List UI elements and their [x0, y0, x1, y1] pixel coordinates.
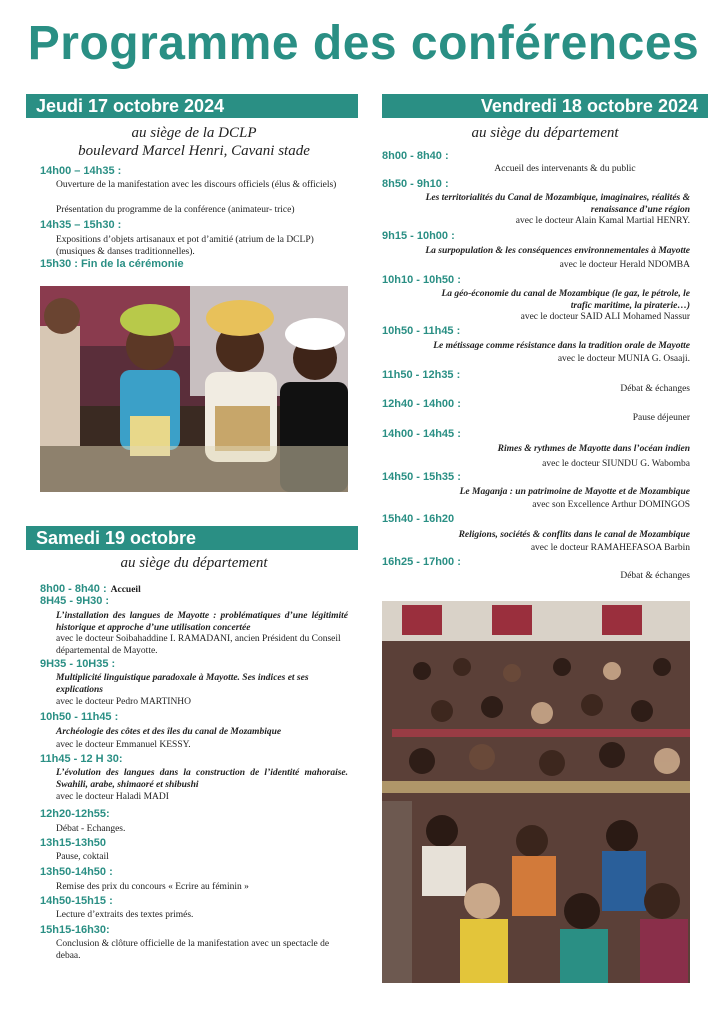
session-desc: Lecture d’extraits des textes primés. [56, 910, 194, 920]
time-slot: 11h45 - 12 H 30: [40, 753, 123, 765]
session-desc: Débat & échanges [620, 384, 690, 394]
day-band-samedi: Samedi 19 octobre [26, 526, 358, 550]
session-title: La géo-économie du canal de Mozambique (le gaz, le pétrole, le trafic maritime, la piraterie…) [441, 289, 690, 311]
time-slot: 12h20-12h55: [40, 808, 110, 820]
time-slot: 14h00 – 14h35 : [40, 165, 122, 177]
session-desc: Remise des prix du concours « Ecrire au féminin » [56, 882, 249, 892]
session-desc: Conclusion & clôture officielle de la manifestation avec un spectacle de debaa. [56, 939, 330, 961]
session-desc: Ouverture de la manifestation avec les discours officiels (élus & officiels) [56, 180, 337, 190]
session-desc: Pause, coktail [56, 852, 109, 862]
session-title: Le métissage comme résistance dans la tradition orale de Mayotte [433, 341, 690, 351]
session-desc: Pause déjeuner [632, 413, 690, 423]
time-slot: 13h15-13h50 [40, 837, 107, 849]
venue-samedi: au siège du département [120, 555, 268, 571]
session-desc: Expositions d’objets artisanaux et pot d’amitié (atrium de la DCLP) (musiques & danses traditionnelles). [56, 235, 314, 257]
session-speaker: avec le docteur MUNIA G. Osaaji. [557, 354, 690, 364]
session-title: Religions, sociétés & conflits dans le canal de Mozambique [458, 530, 690, 540]
crowded-hall-illustration [382, 601, 690, 983]
session-title: Archéologie des côtes et des îles du canal de Mozambique [56, 727, 282, 737]
session-title: Le Maganja : un patrimoine de Mayotte et de Mozambique [459, 487, 690, 497]
time-slot: 10h10 - 10h50 : [382, 274, 461, 286]
session-speaker: avec le docteur Haladi MADI [56, 792, 169, 802]
session-desc: Présentation du programme de la conférence (animateur- trice) [56, 205, 295, 215]
venue-vendredi: au siège du département [471, 125, 619, 141]
session-title: Multiplicité linguistique paradoxale à Mayotte. Ses indices et ses explications [56, 673, 309, 695]
session-speaker: avec le docteur Alain Kamal Martial HENRY. [515, 216, 690, 226]
time-slot: 9h15 - 10h00 : [382, 230, 455, 242]
time-slot: 8H45 - 9H30 : [40, 595, 110, 607]
session-speaker: avec le docteur Pedro MARTINHO [56, 697, 192, 707]
time-slot: 15h15-16h30: [40, 924, 110, 936]
session-title: L’installation des langues de Mayotte : problématiques d’une légitimité historique et approche d’une utilisation concertée [56, 611, 348, 633]
time-slot: 8h00 - 8h40 : [40, 583, 107, 595]
time-slot: 9H35 - 10H35 : [40, 658, 116, 670]
session-title: L’évolution des langues dans la construction de l’identité mahoraise. Swahili, arabe, shimaoré et shibushi [56, 768, 348, 790]
day-band-vendredi: Vendredi 18 octobre 2024 [382, 94, 708, 118]
time-slot: 10h50 - 11h45 : [382, 325, 461, 337]
time-slot: 13h50-14h50 : [40, 866, 113, 878]
time-slot: 11h50 - 12h35 : [382, 369, 461, 381]
session-speaker: avec le docteur SAID ALI Mohamed Nassur [520, 312, 690, 322]
time-slot: 15h40 - 16h20 [382, 513, 455, 525]
session-speaker: avec le docteur Soibahaddine I. RAMADANI, ancien Président du Conseil départemental de Mayotte. [56, 634, 341, 656]
session-title: Rimes & rythmes de Mayotte dans l’océan indien [497, 444, 690, 454]
women-audience-illustration [40, 286, 348, 492]
page-title: Programme des conférences [27, 17, 700, 70]
session-speaker: avec le docteur Emmanuel KESSY. [56, 740, 191, 750]
session-speaker: avec le docteur RAMAHEFASOA Barbin [530, 543, 690, 553]
time-slot: 14h35 – 15h30 : [40, 219, 122, 231]
session-speaker: avec son Excellence Arthur DOMINGOS [532, 500, 690, 510]
session-desc: Débat - Echanges. [56, 824, 126, 834]
session-speaker: avec le docteur Herald NDOMBA [559, 260, 690, 270]
conference-audience-photo [40, 286, 348, 492]
time-slot: 14h50-15h15 : [40, 895, 113, 907]
time-slot: 8h50 - 9h10 : [382, 178, 449, 190]
conference-hall-photo [382, 601, 690, 983]
time-slot: 16h25 - 17h00 : [382, 556, 461, 568]
session-title: La surpopulation & les conséquences environnementales à Mayotte [425, 246, 690, 256]
session-title: Les territorialités du Canal de Mozambique, imaginaires, réalités & renaissance d’une région [425, 193, 690, 215]
day-band-jeudi: Jeudi 17 octobre 2024 [26, 94, 358, 118]
time-slot: 8h00 - 8h40 : [382, 150, 449, 162]
time-slot-end: 15h30 : Fin de la cérémonie [40, 258, 184, 270]
time-slot: 10h50 - 11h45 : [40, 711, 119, 723]
venue-jeudi-line1: au siège de la DCLP [131, 125, 257, 141]
time-slot: 14h00 - 14h45 : [382, 428, 461, 440]
session-desc: Débat & échanges [620, 571, 690, 581]
time-slot: 12h40 - 14h00 : [382, 398, 461, 410]
time-slot: 14h50 - 15h35 : [382, 471, 461, 483]
session-desc: Accueil [110, 585, 141, 595]
session-speaker: avec le docteur SIUNDU G. Wabomba [542, 459, 690, 469]
session-desc: Accueil des intervenants & du public [494, 164, 636, 174]
venue-jeudi-line2: boulevard Marcel Henri, Cavani stade [78, 143, 310, 159]
